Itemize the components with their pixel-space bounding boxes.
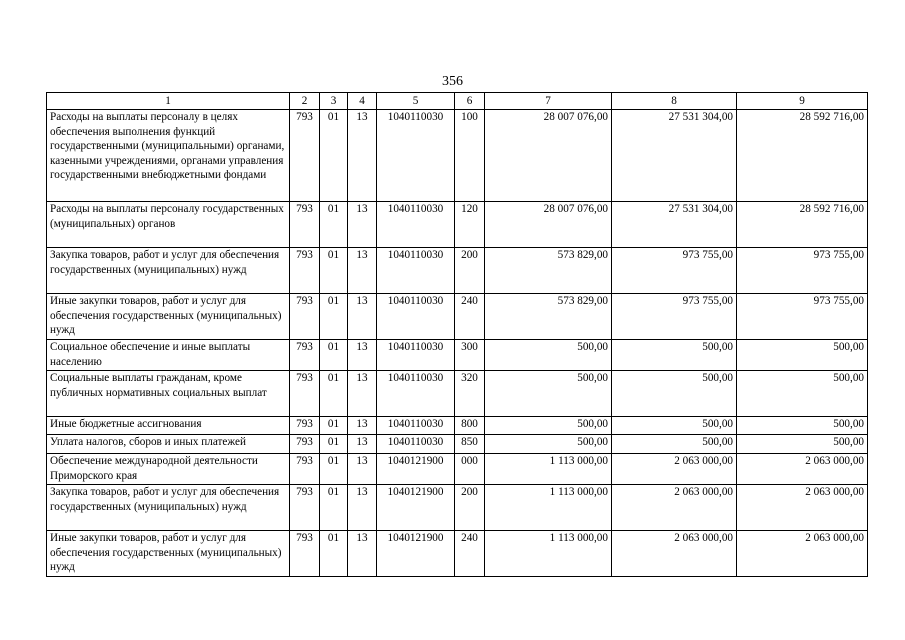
row-code-2: 793 <box>290 485 320 531</box>
row-value-7: 28 007 076,00 <box>485 110 612 202</box>
row-code-6: 120 <box>455 202 485 248</box>
header-row <box>47 93 868 110</box>
table-row <box>47 531 868 577</box>
row-value-8: 500,00 <box>612 417 737 435</box>
row-code-4: 13 <box>348 454 377 485</box>
header-col-4: 4 <box>348 93 377 110</box>
budget-table <box>46 92 868 577</box>
row-code-2: 793 <box>290 454 320 485</box>
table-row <box>47 202 868 248</box>
row-value-9: 2 063 000,00 <box>737 454 868 485</box>
row-value-8: 2 063 000,00 <box>612 454 737 485</box>
row-code-3: 01 <box>320 417 348 435</box>
row-code-3: 01 <box>320 110 348 202</box>
row-code-3: 01 <box>320 340 348 371</box>
row-code-2: 793 <box>290 371 320 417</box>
row-code-6: 100 <box>455 110 485 202</box>
row-code-6: 200 <box>455 248 485 294</box>
row-code-3: 01 <box>320 531 348 577</box>
row-value-8: 2 063 000,00 <box>612 485 737 531</box>
header-col-2: 2 <box>290 93 320 110</box>
row-name: Обеспечение международной деятельности Приморского края <box>47 454 290 485</box>
row-value-9: 500,00 <box>737 340 868 371</box>
row-value-7: 1 113 000,00 <box>485 454 612 485</box>
row-value-7: 573 829,00 <box>485 294 612 340</box>
row-value-8: 973 755,00 <box>612 294 737 340</box>
row-code-6: 240 <box>455 531 485 577</box>
row-value-9: 28 592 716,00 <box>737 110 868 202</box>
row-code-3: 01 <box>320 248 348 294</box>
row-code-3: 01 <box>320 294 348 340</box>
row-name: Расходы на выплаты персоналу в целях обеспечения выполнения функций государственными (муниципальными) органами, казенными учреждениями, органами управления государственными внебюджетными фондами <box>47 110 290 202</box>
row-code-6: 850 <box>455 435 485 454</box>
row-name: Социальные выплаты гражданам, кроме публичных нормативных социальных выплат <box>47 371 290 417</box>
row-name: Закупка товаров, работ и услуг для обеспечения государственных (муниципальных) нужд <box>47 248 290 294</box>
row-name: Иные закупки товаров, работ и услуг для обеспечения государственных (муниципальных) нужд <box>47 294 290 340</box>
header-col-3: 3 <box>320 93 348 110</box>
page-number: 356 <box>442 74 463 89</box>
row-code-6: 240 <box>455 294 485 340</box>
row-value-7: 500,00 <box>485 417 612 435</box>
row-code-5: 1040121900 <box>377 454 455 485</box>
row-value-7: 1 113 000,00 <box>485 531 612 577</box>
table-row <box>47 294 868 340</box>
row-value-9: 500,00 <box>737 417 868 435</box>
row-value-8: 2 063 000,00 <box>612 531 737 577</box>
row-code-5: 1040110030 <box>377 340 455 371</box>
row-value-9: 2 063 000,00 <box>737 485 868 531</box>
row-value-9: 2 063 000,00 <box>737 531 868 577</box>
row-code-4: 13 <box>348 485 377 531</box>
row-code-6: 300 <box>455 340 485 371</box>
row-code-4: 13 <box>348 202 377 248</box>
row-code-5: 1040121900 <box>377 531 455 577</box>
table-row <box>47 248 868 294</box>
row-code-5: 1040110030 <box>377 248 455 294</box>
row-code-2: 793 <box>290 531 320 577</box>
row-code-4: 13 <box>348 110 377 202</box>
row-value-7: 573 829,00 <box>485 248 612 294</box>
row-code-4: 13 <box>348 435 377 454</box>
row-name: Расходы на выплаты персоналу государственных (муниципальных) органов <box>47 202 290 248</box>
row-code-5: 1040110030 <box>377 417 455 435</box>
row-code-2: 793 <box>290 340 320 371</box>
table-row <box>47 485 868 531</box>
row-value-9: 973 755,00 <box>737 294 868 340</box>
row-value-8: 27 531 304,00 <box>612 110 737 202</box>
table-row <box>47 371 868 417</box>
row-code-4: 13 <box>348 248 377 294</box>
table-row <box>47 110 868 202</box>
row-code-3: 01 <box>320 454 348 485</box>
header-col-7: 7 <box>485 93 612 110</box>
row-name: Иные бюджетные ассигнования <box>47 417 290 435</box>
row-code-6: 200 <box>455 485 485 531</box>
row-code-5: 1040110030 <box>377 371 455 417</box>
row-value-9: 500,00 <box>737 371 868 417</box>
row-code-5: 1040121900 <box>377 485 455 531</box>
table-row <box>47 435 868 454</box>
header-col-5: 5 <box>377 93 455 110</box>
row-value-8: 973 755,00 <box>612 248 737 294</box>
row-value-8: 500,00 <box>612 371 737 417</box>
row-code-2: 793 <box>290 202 320 248</box>
row-code-4: 13 <box>348 371 377 417</box>
row-value-7: 1 113 000,00 <box>485 485 612 531</box>
row-code-4: 13 <box>348 417 377 435</box>
row-value-9: 28 592 716,00 <box>737 202 868 248</box>
row-code-2: 793 <box>290 435 320 454</box>
row-name: Закупка товаров, работ и услуг для обеспечения государственных (муниципальных) нужд <box>47 485 290 531</box>
row-code-3: 01 <box>320 202 348 248</box>
row-code-4: 13 <box>348 340 377 371</box>
row-code-2: 793 <box>290 294 320 340</box>
table-row <box>47 340 868 371</box>
header-col-1: 1 <box>47 93 290 110</box>
row-value-8: 500,00 <box>612 435 737 454</box>
row-code-3: 01 <box>320 435 348 454</box>
row-value-8: 27 531 304,00 <box>612 202 737 248</box>
row-value-7: 500,00 <box>485 435 612 454</box>
row-code-5: 1040110030 <box>377 110 455 202</box>
row-value-7: 500,00 <box>485 371 612 417</box>
row-value-9: 973 755,00 <box>737 248 868 294</box>
row-code-3: 01 <box>320 485 348 531</box>
row-code-2: 793 <box>290 417 320 435</box>
row-name: Уплата налогов, сборов и иных платежей <box>47 435 290 454</box>
header-col-6: 6 <box>455 93 485 110</box>
row-value-7: 28 007 076,00 <box>485 202 612 248</box>
row-code-4: 13 <box>348 294 377 340</box>
row-name: Социальное обеспечение и иные выплаты населению <box>47 340 290 371</box>
header-col-8: 8 <box>612 93 737 110</box>
row-code-6: 000 <box>455 454 485 485</box>
row-code-2: 793 <box>290 110 320 202</box>
row-code-5: 1040110030 <box>377 202 455 248</box>
row-code-6: 320 <box>455 371 485 417</box>
row-code-6: 800 <box>455 417 485 435</box>
row-value-9: 500,00 <box>737 435 868 454</box>
row-code-2: 793 <box>290 248 320 294</box>
row-name: Иные закупки товаров, работ и услуг для обеспечения государственных (муниципальных) нужд <box>47 531 290 577</box>
row-value-8: 500,00 <box>612 340 737 371</box>
row-code-5: 1040110030 <box>377 435 455 454</box>
row-code-5: 1040110030 <box>377 294 455 340</box>
header-col-9: 9 <box>737 93 868 110</box>
row-value-7: 500,00 <box>485 340 612 371</box>
row-code-4: 13 <box>348 531 377 577</box>
row-code-3: 01 <box>320 371 348 417</box>
table-row <box>47 454 868 485</box>
table-row <box>47 417 868 435</box>
